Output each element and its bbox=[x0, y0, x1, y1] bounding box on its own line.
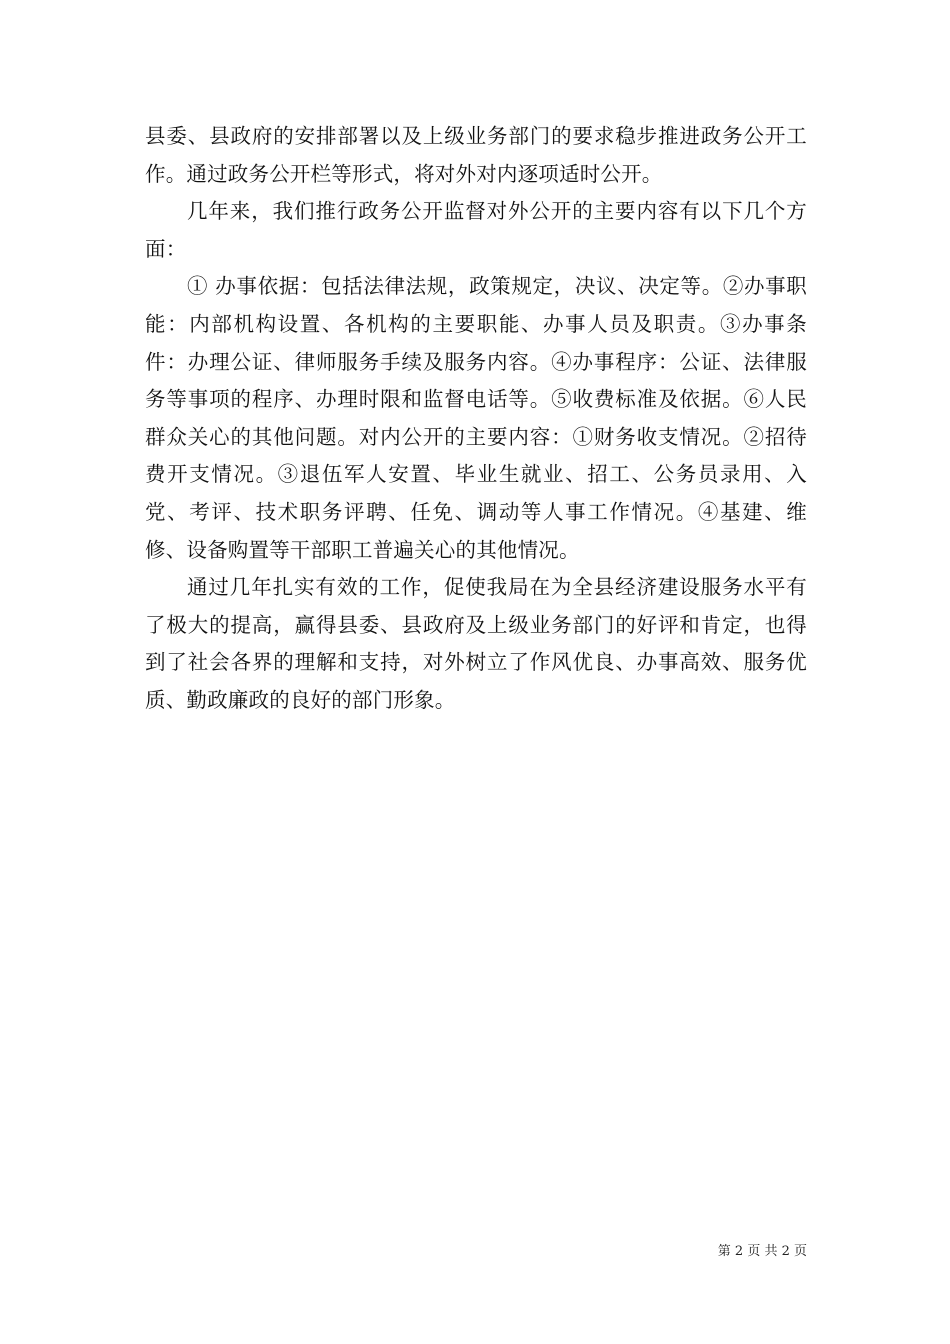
page-number-footer: 第 2 页 共 2 页 bbox=[717, 1244, 807, 1259]
paragraph-continuation: 县委、县政府的安排部署以及上级业务部门的要求稳步推进政务公开工作。通过政务公开栏等形式，将对外对内逐项适时公开。 bbox=[145, 124, 807, 186]
paragraph-intro: 几年来，我们推行政务公开监督对外公开的主要内容有以下几个方面： bbox=[145, 199, 807, 261]
paragraph-content-list: ① 办事依据：包括法律法规，政策规定，决议、决定等。②办事职能：内部机构设置、各机构的主要职能、办事人员及职责。③办事条件：办理公证、律师服务手续及服务内容。④办事程序：公证、法律服务等事项的程序、办理时限和监督电话等。⑤收费标准及依据。⑥人民群众关心的其他问题。对内公开的主要内容：①财务收支情况。②招待费开支情况。③退伍军人安置、毕业生就业、招工、公务员录用、入党、考评、技术职务评聘、任免、调动等人事工作情况。④基建、维修、设备购置等干部职工普遍关心的其他情况。 bbox=[145, 274, 807, 562]
document-body bbox=[145, 118, 807, 720]
paragraph-conclusion: 通过几年扎实有效的工作，促使我局在为全县经济建设服务水平有了极大的提高，赢得县委、县政府及上级业务部门的好评和肯定，也得到了社会各界的理解和支持，对外树立了作风优良、办事高效、服务优质、勤政廉政的良好的部门形象。 bbox=[145, 575, 807, 712]
